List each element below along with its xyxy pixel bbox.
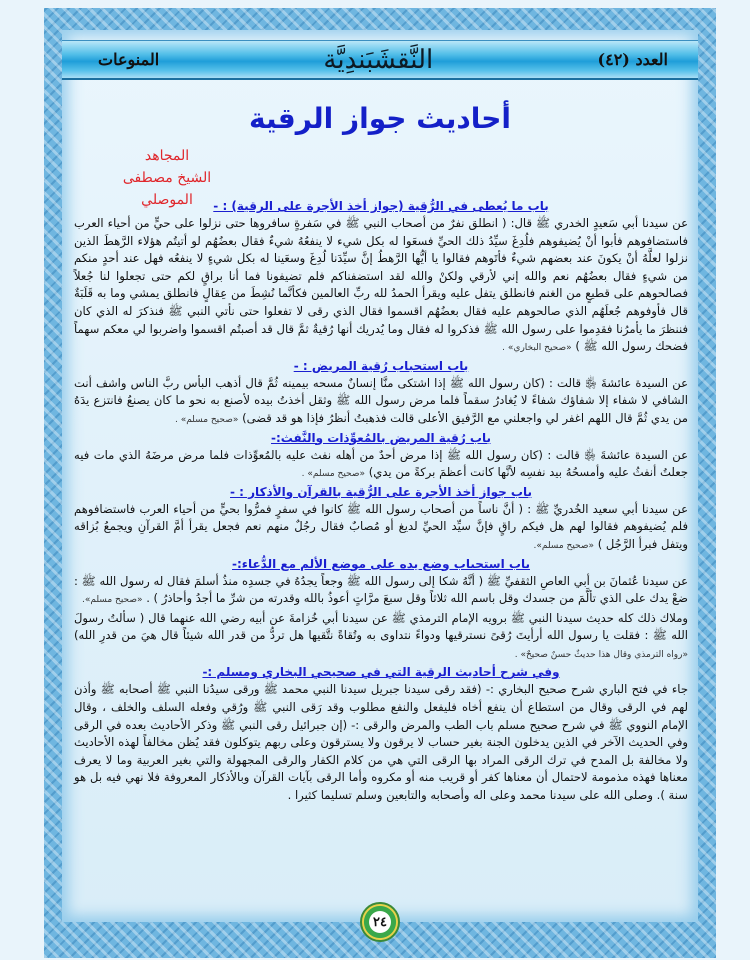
section-heading: باب استحباب وضع يده على موضع الألم مع الدُّعاء:-	[232, 556, 530, 571]
citation: «صحيح البخاري» .	[502, 343, 572, 354]
hadith-text: عن سيدنا عُثمانَ بن أبي العاصِ الثقفيِّ ﷺ ( أنَّهُ شكا إلى رسول الله ﷺ وجعاً يجدُهُ في جسدِه منذُ أسلمَ فقال له رسول الله ﷺ : ضعْ يدك على الذي تألَّمَ من جسدك وقل باسم الله ثلاثاً وقل سبعَ مرَّاتٍ أعوذُ بالله وقدرته من شرِّ ما أجدُ وأحاذرُ ) .	[74, 573, 688, 606]
citation: «صحيح مسلم».	[533, 540, 594, 551]
page-content-area	[62, 30, 698, 930]
hadith-text: عن السيدة عائشةَ ﵂ قالت : (كان رسول الله ﷺ إذا مرض أحدٌ من أهله نفث عليه بالمُعوِّذات فلما مرض مرضَهُ الذي مات فيه جعلتُ أنفثُ عليه وأمسحُهُ بيد نفسِه لأنَّها كانت أعظمَ بركةً من يدي)	[74, 447, 688, 480]
article-title: أحاديث جواز الرقية	[248, 102, 512, 135]
section-text	[74, 215, 688, 358]
section	[74, 610, 688, 665]
citation: «صحيح مسلم» .	[301, 469, 366, 480]
section	[74, 358, 688, 430]
section-text	[74, 681, 688, 804]
section	[74, 556, 688, 610]
hadith-text: عن سيدنا أبي سعيد الخُدريِّ ﷺ : ( أنَّ ناساً من أصحاب رسول الله ﷺ كانوا في سفرٍ فمرُّوا بحيٍّ من أحياء العرب فاستضافوهم فلم يُضيفوهم فقالوا لهم هل فيكم راقٍ فإنَّ سيِّد الحيِّ لديغ أو مُصابٌ فقال رجُلٌ منهم نعم فجعل يقرأ أمَّ القرآنِ ويجمعُ بُزاقه ويتفل فبرأ الرَّجُل )	[74, 501, 688, 551]
section-text	[74, 447, 688, 484]
section-text	[74, 573, 688, 610]
section-text	[74, 610, 688, 665]
hadith-text: عن سيدنا أبي سَعيدٍ الخدري ﷺ قال: ( انطلق نفرٌ من أصحاب النبي ﷺ في سَفرةٍ سافروها حتى نزلوا على حيٍّ من أحياء العرب فاستضافوهم فأبوا أنْ يُضيفوهم فلُدِغَ سيِّدُ ذلك الحيِّ فسعَوا له بكل شيء لا ينفعُهُ شيءٌ فقال بعضُهُم لو أتيتُم هؤلاء الرَّهطَ الذين نزلوا لعلَّهُ أنْ يكونَ عند بعضهم شيءٌ فأتَوهم فقالوا يا أيُّها الرَّهطُ إنَّ سيِّدَنا لُدِغَ وسعَينا له بكل شيءٍ لا ينفعُه فهل عند أحدٍ منكم من شيءٍ فقال بعضُهُم نعم والله إني لأرقي ولكنْ والله لقد استضفناكم فلم تضيفونا فما أنا براقٍ لكم حتى تجعلوا لنا جُعلاً فصالحوهم على قطيعٍ من الغنم فانطلق يتفل عليه ويقرأ الحمدُ لله ربِّ العالمين فكأنَّما نُشِطَ من عِقالٍ فانطلق يمشي وما به قَلَبَةٌ قال فأوفوهم جُعلَهُم الذي صالحوهم عليه فقال بعضُهُم اقسموا فقال الذي رقى لا تفعلوا حتى نأتي النبي ﷺ فنذكرَ له الذي كان فننظرَ ما يأمرُنا فقدِموا على رسول الله ﷺ فذكروا له فقال وما يُدريك أنها رُقيةٌ ثمَّ قال قد أصبتُم اقسموا واضربوا لي معكم سهماً فضحك رسول الله ﷺ )	[74, 216, 688, 354]
page-border-frame	[44, 8, 716, 958]
commentary-text: جاء في فتح الباري شرح صحيح البخاري :- (فقد رقى سيدنا جبريل سيدنا النبي محمد ﷺ ورقى سيدُنا النبي ﷺ أصحابه ﷺ وأذن لهم في الرقى وقال من استطاع أن ينفع أخاه فليفعل والنفع مطلوب وقد رَقى النبي ﷺ ورُقي وفعله السلف والخلف ، وقال الإمام النووي ﷺ في شرح صحيح مسلم باب الطب والمرض والرقى :- (إن جبرائيل رقى النبي ﷺ وذكر الأحاديث بعده في الرقى وفي الحديث الآخر في الذين يدخلون الجنة بغير حساب لا يرقون ولا يسترقون وعلى ربهم يتوكلون فقد يُظن مخالفاً لهذه الأحاديث ولا مخالفة بل المدح في ترك الرقى المراد بها الرقى التي هي من كلام الكفار والرقى المجهولة والتي بغير العربية وما لا يعرف معناها فهذه مذمومة لاحتمال أن معناها كفر أو قريب منه أو مكروه وأما الرقى بآيات القرآن وبالأذكار المعروفة فلا نهي فيه بل هو سنة ). وصلى الله على سيدنا محمد وعلى اله وأصحابه والتابعين وسلم تسليما كثيرا .	[74, 682, 688, 803]
section-heading: باب استحباب رُقية المريض : -	[293, 358, 469, 373]
author-name: الشيخ مصطفى الموصلي	[122, 170, 212, 208]
hadith-text: وملاك ذلك كله حديث سيدنا النبي ﷺ برويه الإمام الترمذي ﷺ عن سيدنا أبي خُزامةَ عن أبيه رضي الله عنهما قال ( سألتُ رسولَ الله ﷺ : فقلت يا رسول الله أرأيتَ رُقىً نسترقيها ودواءً نتداوى به وتُقاةً نتَّقيها هل تردُّ من قدر الله شيئاً قال هيَ من قدرِ الله)	[74, 610, 688, 643]
section-heading: باب ما يُعطى في الرُّقية (جواز أخذ الأجرة على الرقية) : -	[213, 199, 549, 213]
section-heading: وفي شرح أحاديث الرقية التي في صحيحي البخاري ومسلم :-	[202, 665, 560, 680]
issue-number: العدد (٤٢)	[597, 50, 668, 69]
section-heading: باب جواز أخذ الأجرة على الرُّقية بالقرآن والأذكار : -	[230, 484, 532, 499]
section-category: المنوعات	[98, 50, 160, 69]
section	[74, 484, 688, 556]
author-title: المجاهد	[144, 148, 190, 164]
magazine-logo: النَّقشَبَندِيَّة	[323, 44, 434, 75]
section-heading: باب رُقية المريض بالمُعوِّذات والنَّفث:-	[270, 430, 491, 445]
section	[74, 430, 688, 484]
section	[74, 198, 688, 358]
article-body	[74, 198, 688, 805]
magazine-header	[62, 40, 698, 80]
page-number-badge: ٢٤	[360, 902, 400, 942]
section-text	[74, 375, 688, 430]
citation: «رواه الترمذي وقال هذا حديثٌ حسنٌ صحيحٌ» .	[514, 649, 688, 660]
hadith-text: عن السيدة عائشةَ ﵂ قالت : (كان رسول الله ﷺ إذا اشتكى منَّا إنسانٌ مسحه بيمينه ثُمَّ قال أذهب البأس ربَّ الناس واشف أنت الشافي لا شفاء إلا شفاؤك شفاءً لا يُغادرُ سقماً فلما مرض رسول الله ﷺ وثقل أخذتُ بيده لأصنع به نحو ما كان يصنعُ فانتزع يدَهُ من يدي ثُمَّ قال اللهم اغفر لي واجعلني مع الرَّفيق الأعلى قالت فذهبتُ أنظرُ فإذا هو قد قضى)	[74, 375, 688, 425]
section	[74, 664, 688, 804]
citation: «صحيح مسلم» .	[174, 414, 239, 425]
citation: «صحيح مسلم».	[81, 595, 143, 606]
section-text	[74, 501, 688, 556]
